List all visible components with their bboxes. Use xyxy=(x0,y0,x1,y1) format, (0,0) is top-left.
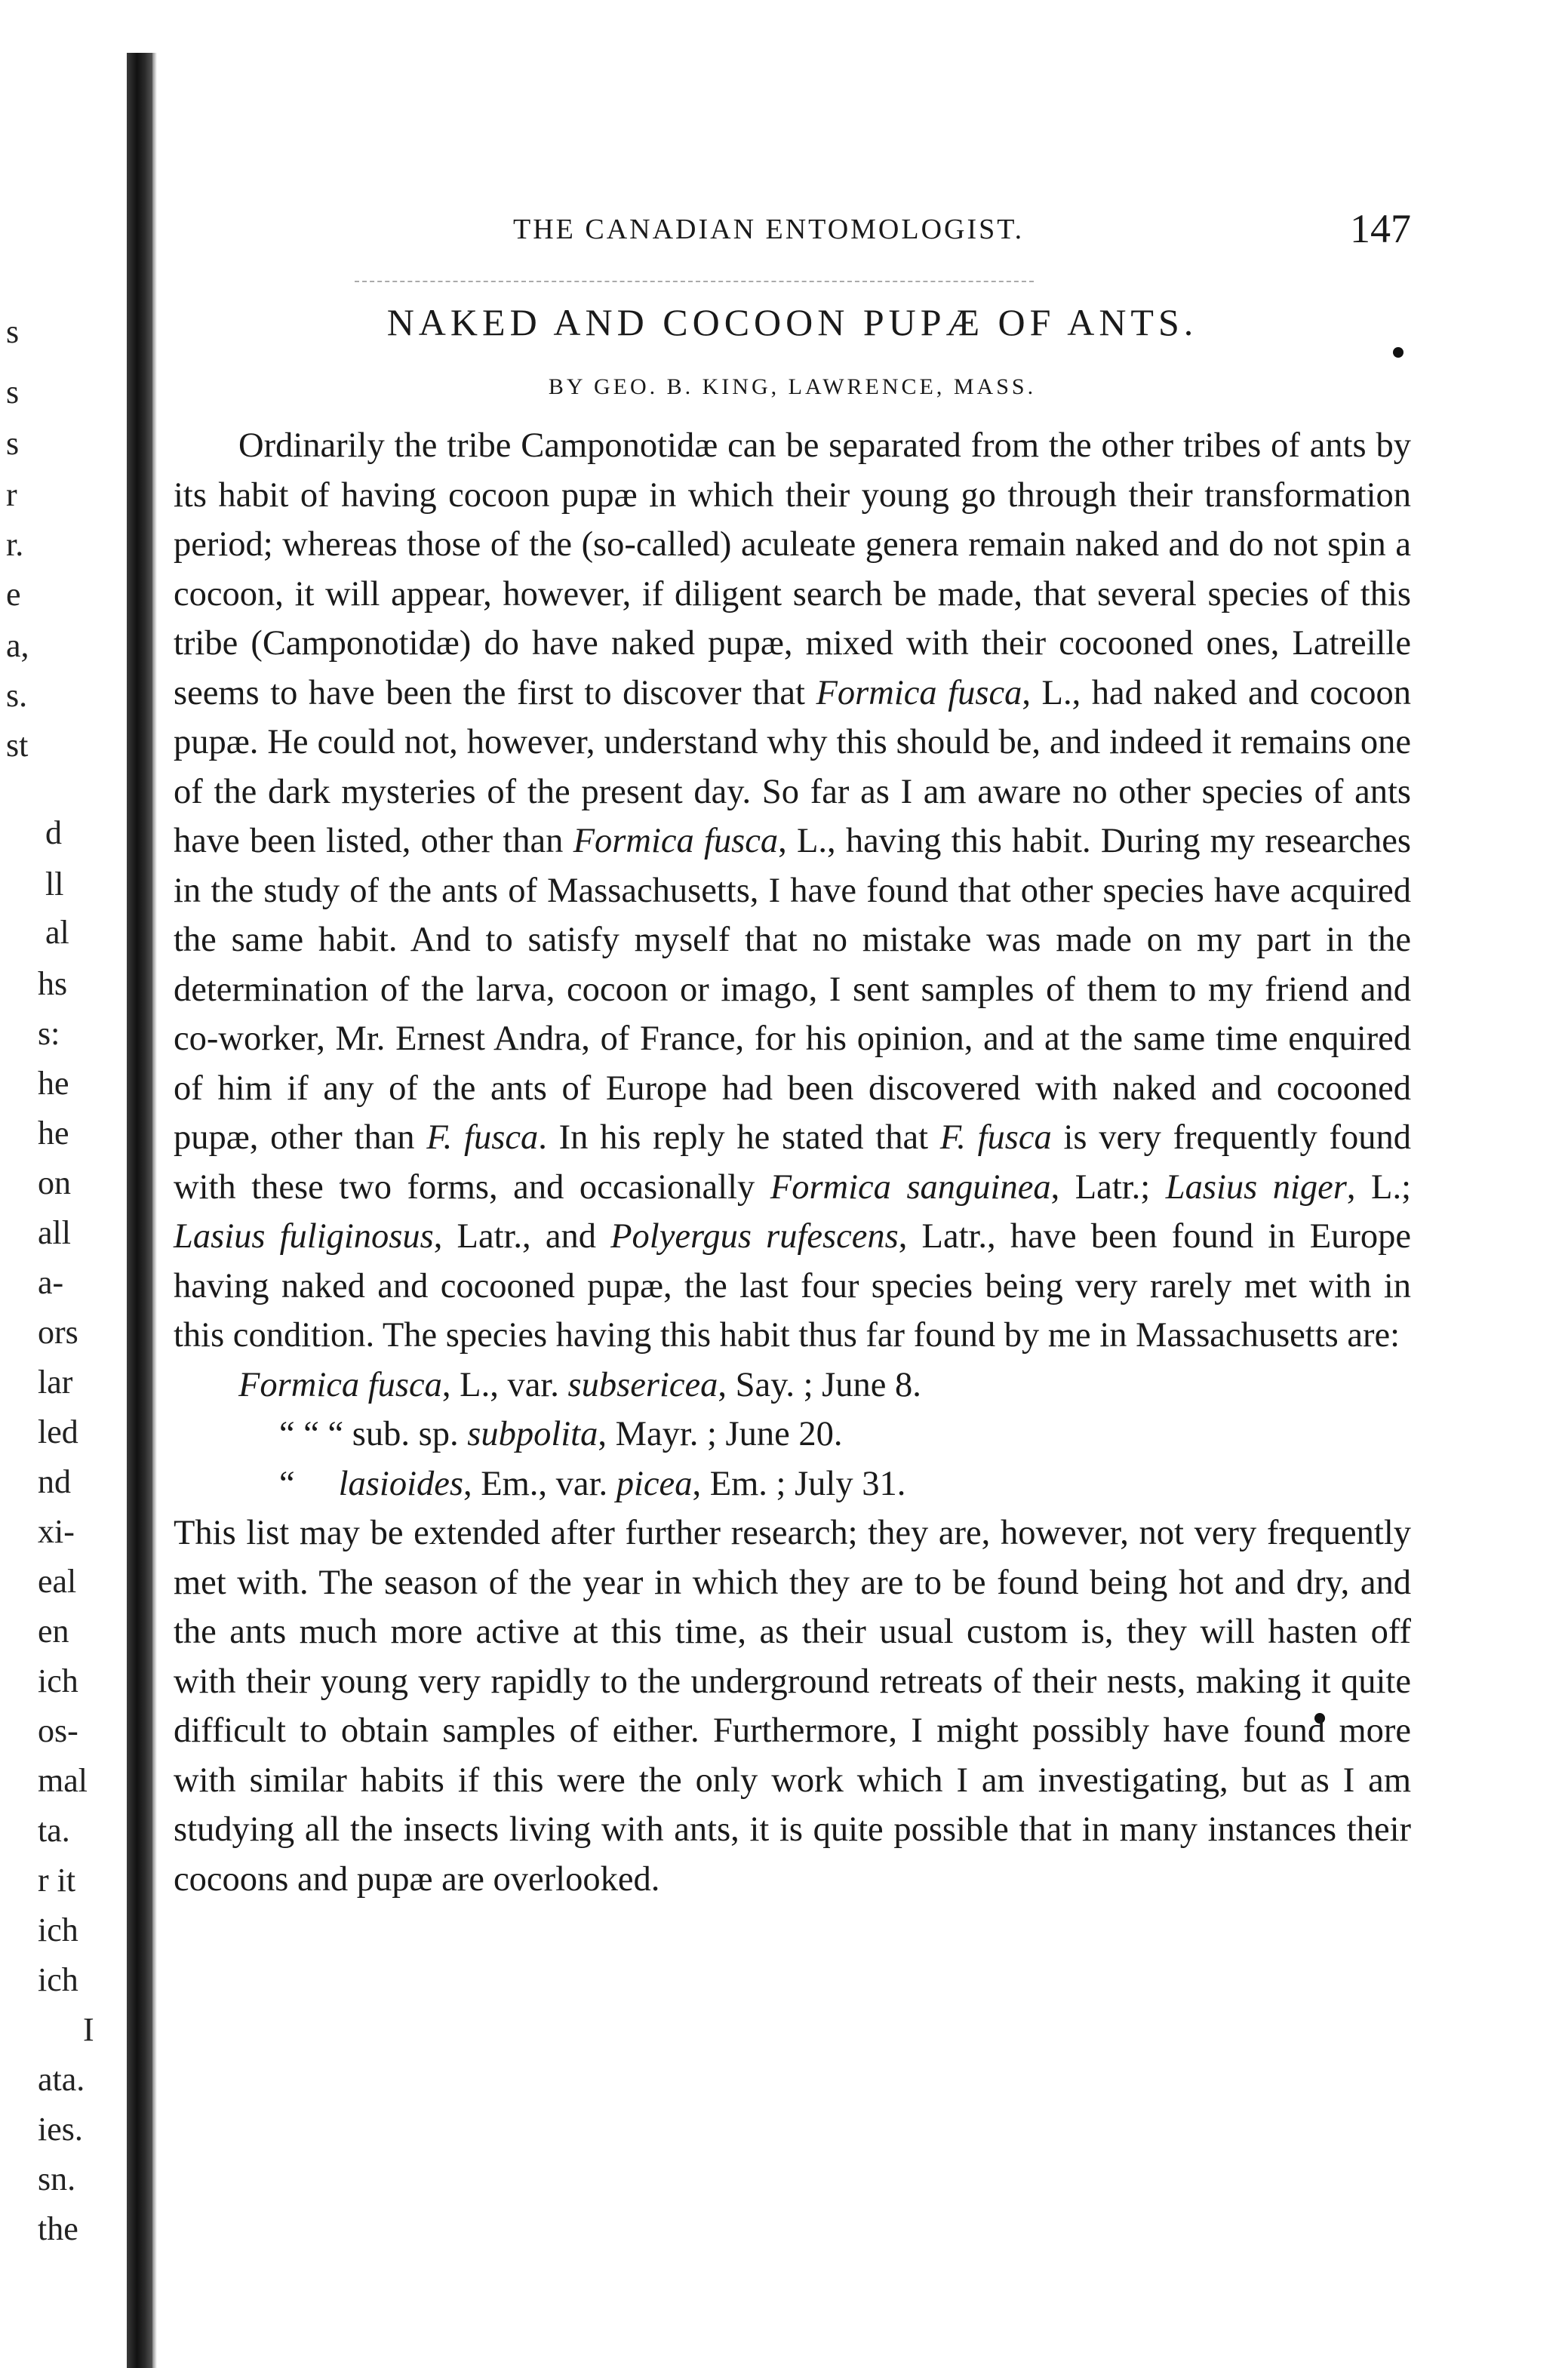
running-title: THE CANADIAN ENTOMOLOGIST. xyxy=(513,214,1025,245)
bleed-fragment: s. xyxy=(6,677,28,714)
ditto-marks: “ xyxy=(279,1464,295,1503)
bleed-fragment: os- xyxy=(38,1712,78,1749)
binding-shadow xyxy=(127,53,152,2368)
species-list-item: Formica fusca, L., var. subsericea, Say. ; June 8. xyxy=(238,1365,921,1404)
bleed-fragment: eal xyxy=(38,1563,77,1600)
bleed-fragment: a, xyxy=(6,627,29,664)
bleed-fragment: s: xyxy=(38,1015,60,1052)
bleed-fragment: mal xyxy=(38,1762,88,1799)
adjacent-page-bleed xyxy=(0,0,125,2368)
bleed-fragment: ta. xyxy=(38,1812,70,1849)
species-name: Lasius niger xyxy=(1165,1167,1347,1207)
bleed-fragment: d xyxy=(45,814,62,851)
bleed-fragment: ich xyxy=(38,1961,78,1998)
binding-edge xyxy=(152,53,157,2368)
bleed-fragment: ich xyxy=(38,1662,78,1699)
bleed-fragment: r xyxy=(6,476,17,513)
bleed-fragment: ll xyxy=(45,866,64,903)
species-list-item: “ lasioides, Em., var. picea, Em. ; July 31. xyxy=(279,1464,906,1503)
bleed-fragment: lar xyxy=(38,1364,73,1401)
page-number: 147 xyxy=(1350,206,1411,251)
bleed-fragment: nd xyxy=(38,1463,71,1500)
bleed-fragment: st xyxy=(6,727,29,764)
bleed-fragment: ors xyxy=(38,1314,78,1351)
bleed-fragment: led xyxy=(38,1413,78,1450)
bleed-fragment: he xyxy=(38,1115,69,1152)
species-name: F. fusca xyxy=(426,1118,539,1157)
bleed-fragment: r it xyxy=(38,1862,76,1899)
bleed-fragment: he xyxy=(38,1065,69,1102)
bleed-fragment: s xyxy=(6,425,20,462)
page-header xyxy=(174,206,1411,258)
species-list-item: “ “ “ sub. sp. subpolita, Mayr. ; June 20. xyxy=(279,1415,843,1453)
bleed-fragment: s xyxy=(6,313,20,350)
bleed-fragment: a- xyxy=(38,1264,64,1301)
bleed-fragment: the xyxy=(38,2210,78,2247)
article-body xyxy=(174,421,1411,1904)
paragraph-1: Ordinarily the tribe Camponotidæ can be separated from the other tribes of ants by its habit of having cocoon pupæ in which their young go through their transformation period; whereas those of the (so-called) aculeate genera remain naked and do not spin a cocoon, it will appear, however, if diligent search be made, that several species of this tribe (Camponotidæ) do have naked pupæ, mixed with their cocooned ones, Latreille seems to have been the first to discover that Formica fusca, L., had naked and cocoon pupæ. He could not, however, understand why this should be, and indeed it remains one of the dark mysteries of the present day. So far as I am aware no other species of ants have been listed, other than Formica fusca, L., having this habit. During my researches in the study of the ants of Massachusetts, I have found that other species have acquired the same habit. And to satisfy myself that no mistake was made on my part in the determination of the larva, cocoon or imago, I sent samples of them to my friend and co-worker, Mr. Ernest Andra, of France, for his opinion, and at the same time enquired of him if any of the ants of Europe had been discovered with naked and cocooned pupæ, other than F. fusca. In his reply he stated that F. fusca is very frequently found with these two forms, and occasionally Formica sanguinea, Latr.; Lasius niger, L.; Lasius fuliginosus, Latr., and Polyergus rufescens, Latr., have been found in Europe having naked and cocooned pupæ, the last four species being very rarely met with in this condition. The species having this habit thus far found by me in Massachusetts are: xyxy=(174,426,1412,1355)
ditto-marks: “ “ “ xyxy=(279,1415,344,1453)
bleed-fragment: all xyxy=(38,1214,71,1251)
species-name: Formica fusca xyxy=(816,673,1022,712)
species-name: F. fusca xyxy=(939,1118,1052,1157)
species-name: Lasius fuliginosus xyxy=(174,1217,434,1256)
species-name: Polyergus rufescens xyxy=(610,1217,899,1256)
article-title: NAKED AND COCOON PUPÆ OF ANTS. xyxy=(386,301,1198,343)
bleed-fragment: r. xyxy=(6,526,24,563)
bleed-fragment: ata. xyxy=(38,2061,85,2098)
bleed-fragment: ich xyxy=(38,1911,78,1948)
bleed-fragment: on xyxy=(38,1164,71,1201)
bleed-fragment: I xyxy=(83,2011,94,2048)
bleed-fragment: en xyxy=(38,1613,69,1650)
bleed-fragment: ies. xyxy=(38,2111,83,2148)
bleed-fragment: e xyxy=(6,576,21,613)
print-speck xyxy=(1393,347,1404,358)
species-name: Formica fusca xyxy=(573,822,779,860)
species-name: Formica sanguinea xyxy=(770,1167,1051,1207)
article-byline: BY GEO. B. KING, LAWRENCE, MASS. xyxy=(548,374,1037,399)
bleed-fragment: hs xyxy=(38,965,68,1002)
species-list xyxy=(174,1361,1411,1509)
bleed-fragment: sn. xyxy=(38,2160,76,2197)
bleed-fragment: xi- xyxy=(38,1513,75,1550)
paragraph-2: This list may be extended after further research; they are, however, not very frequently met with. The season of the year in which they are to be found being hot and dry, and the ants much more active at this time, as their usual custom is, they will hasten off with their young very rapidly to the underground retreats of their nests, making it quite difficult to obtain samples of either. Furthermore, I might possibly have found more with similar habits if this were the only work which I am investigating, but as I am studying all the insects living with ants, it is quite possible that in many instances their cocoons and pupæ are overlooked. xyxy=(174,1514,1411,1899)
bleed-fragment: al xyxy=(45,914,69,951)
header-rule xyxy=(355,281,1034,282)
bleed-fragment: s xyxy=(6,374,20,411)
